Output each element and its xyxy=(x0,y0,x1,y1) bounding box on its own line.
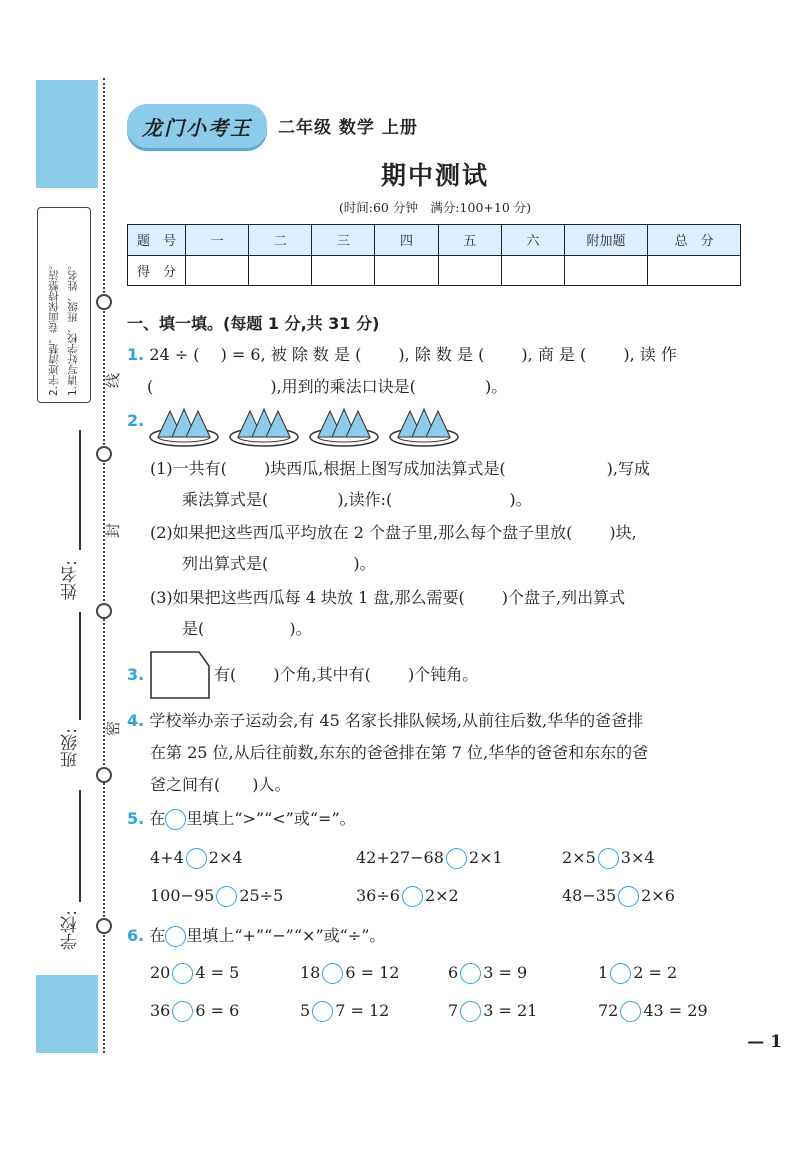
question-number: 1. xyxy=(127,345,145,364)
expr-left: 4+4 xyxy=(150,848,184,867)
section-heading: 一、填一填。(每题 1 分,共 31 分) xyxy=(127,314,380,333)
score-header-cell: 总 分 xyxy=(648,225,741,256)
question-5 xyxy=(127,809,356,830)
question-6 xyxy=(127,926,385,947)
expr-right: 25÷5 xyxy=(239,886,284,905)
answer-circle[interactable] xyxy=(186,848,207,869)
score-table xyxy=(127,224,741,286)
answer-circle[interactable] xyxy=(598,848,619,869)
question-3-text: 有( )个角,其中有( )个钝角。 xyxy=(214,665,479,684)
score-cell[interactable] xyxy=(648,255,741,286)
operator-item xyxy=(598,1001,708,1022)
question-6-prompt-rest: 里填上“+”“−”“×”或“÷”。 xyxy=(186,926,386,945)
operator-item xyxy=(448,1001,537,1022)
operator-item xyxy=(300,963,399,984)
expr-left: 72 xyxy=(598,1001,619,1020)
compare-item xyxy=(356,848,503,869)
question-2-part-1: (1)一共有( )块西瓜,根据上图写成加法算式是( ),写成 xyxy=(150,459,650,478)
plate-icon xyxy=(230,409,298,446)
school-label: 学校: xyxy=(61,910,81,950)
question-2-part-3-cont: 是( )。 xyxy=(182,619,312,638)
answer-circle[interactable] xyxy=(618,886,639,907)
question-1 xyxy=(127,345,677,365)
answer-circle[interactable] xyxy=(322,963,343,984)
binding-hole xyxy=(96,603,112,619)
compare-item xyxy=(150,848,243,869)
instruction-line-1: 1.请写好学校、班级、姓名。 xyxy=(67,259,79,396)
answer-circle[interactable] xyxy=(402,886,423,907)
class-field-line[interactable] xyxy=(79,612,81,720)
binding-hole xyxy=(96,918,112,934)
score-header-cell: 三 xyxy=(312,225,375,256)
time-info: (时间:60 分钟 满分:100+10 分) xyxy=(338,200,532,215)
score-row-label: 得 分 xyxy=(128,255,186,286)
question-4-line-1: 学校举办亲子运动会,有 45 名家长排队候场,从前往后数,华华的爸爸排 xyxy=(149,711,644,730)
watermelon-plates-illustration xyxy=(148,403,468,449)
expr-left: 100−95 xyxy=(150,886,215,905)
score-header-cell: 六 xyxy=(501,225,564,256)
score-table-header-row xyxy=(128,225,741,256)
page-number: — 1 xyxy=(747,1032,782,1052)
score-cell[interactable] xyxy=(312,255,375,286)
binding-dotted-line xyxy=(103,78,105,1053)
compare-item xyxy=(150,886,283,907)
binding-hole xyxy=(96,767,112,783)
compare-item xyxy=(356,886,459,907)
expr-left: 36 xyxy=(150,1001,171,1020)
expr-right: 7 = 12 xyxy=(335,1001,390,1020)
school-field-line[interactable] xyxy=(79,790,81,902)
expr-right: 3×4 xyxy=(620,848,655,867)
expr-left: 42+27−68 xyxy=(356,848,444,867)
operator-item xyxy=(150,1001,239,1022)
question-2-part-1-cont: 乘法算式是( ),读作:( )。 xyxy=(182,490,532,509)
expr-right: 2×2 xyxy=(424,886,459,905)
expr-right: 6 = 6 xyxy=(195,1001,240,1020)
question-5-prompt-rest: 里填上“>”“<”或“=”。 xyxy=(186,809,356,828)
expr-left: 7 xyxy=(448,1001,459,1020)
class-label: 班级: xyxy=(61,728,81,768)
seal-mark-mi: 密 xyxy=(104,720,123,737)
score-cell[interactable] xyxy=(438,255,501,286)
operator-item xyxy=(448,963,527,984)
expr-right: 43 = 29 xyxy=(643,1001,708,1020)
expr-right: 3 = 21 xyxy=(483,1001,538,1020)
expr-left: 2×5 xyxy=(562,848,596,867)
seal-mark-feng: 封 xyxy=(104,522,123,539)
question-2-part-2: (2)如果把这些西瓜平均放在 2 个盘子里,那么每个盘子里放( )块, xyxy=(150,523,637,542)
score-header-cell: 题 号 xyxy=(128,225,186,256)
pentagon-shape-icon xyxy=(149,650,211,700)
question-2 xyxy=(127,411,144,431)
series-logo: 龙门小考王 xyxy=(127,104,267,148)
question-number: 3. xyxy=(127,665,145,684)
score-header-cell: 附加题 xyxy=(565,225,648,256)
instructions-box xyxy=(37,207,91,403)
expr-right: 2×1 xyxy=(468,848,503,867)
score-cell[interactable] xyxy=(375,255,438,286)
operator-item xyxy=(300,1001,389,1022)
expr-left: 5 xyxy=(300,1001,311,1020)
answer-circle-icon xyxy=(165,809,186,830)
expr-left: 20 xyxy=(150,963,171,982)
answer-circle[interactable] xyxy=(446,848,467,869)
expr-left: 36÷6 xyxy=(356,886,400,905)
expr-left: 18 xyxy=(300,963,321,982)
score-header-cell: 一 xyxy=(186,225,249,256)
expr-right: 3 = 9 xyxy=(483,963,528,982)
score-header-cell: 四 xyxy=(375,225,438,256)
expr-left: 6 xyxy=(448,963,459,982)
question-number: 5. xyxy=(127,809,145,828)
question-number: 4. xyxy=(127,711,145,730)
name-field-line[interactable] xyxy=(79,430,81,550)
question-4 xyxy=(127,711,643,731)
expr-right: 2×6 xyxy=(641,886,675,905)
answer-circle[interactable] xyxy=(460,963,481,984)
question-6-prompt: 在 xyxy=(149,926,166,945)
question-number: 6. xyxy=(127,926,145,945)
question-1-line-2: ( ),用到的乘法口诀是( )。 xyxy=(147,377,508,396)
compare-item xyxy=(562,848,655,869)
expr-left: 48−35 xyxy=(562,886,617,905)
score-table-score-row xyxy=(128,255,741,286)
answer-circle[interactable] xyxy=(610,963,631,984)
score-cell[interactable] xyxy=(249,255,312,286)
subject-label: 二年级 数学 上册 xyxy=(278,118,418,138)
plate-icon xyxy=(390,409,458,446)
answer-circle[interactable] xyxy=(172,963,193,984)
compare-item xyxy=(562,886,675,907)
answer-circle[interactable] xyxy=(460,1001,481,1022)
plate-icon xyxy=(310,409,378,446)
score-cell[interactable] xyxy=(186,255,249,286)
score-header-cell: 二 xyxy=(249,225,312,256)
answer-circle-icon xyxy=(165,926,186,947)
page-title: 期中测试 xyxy=(380,161,489,190)
seal-mark-xian: 线 xyxy=(104,372,123,389)
expr-right: 6 = 12 xyxy=(345,963,400,982)
answer-circle[interactable] xyxy=(216,886,237,907)
name-label: 姓名: xyxy=(61,560,81,600)
question-5-prompt: 在 xyxy=(149,809,166,828)
operator-item xyxy=(598,963,677,984)
score-cell[interactable] xyxy=(501,255,564,286)
expr-right: 2 = 2 xyxy=(633,963,678,982)
operator-item xyxy=(150,963,239,984)
question-4-line-3: 爸之间有( )人。 xyxy=(150,775,291,794)
question-number: 2. xyxy=(127,411,145,430)
question-2-part-2-cont: 列出算式是( )。 xyxy=(182,554,376,573)
question-4-line-2: 在第 25 位,从后往前数,东东的爸爸排在第 7 位,华华的爸爸和东东的爸 xyxy=(150,743,649,762)
score-cell[interactable] xyxy=(565,255,648,286)
expr-right: 2×4 xyxy=(208,848,243,867)
plate-icon xyxy=(150,409,218,446)
answer-circle[interactable] xyxy=(312,1001,333,1022)
question-3-number xyxy=(127,665,144,685)
answer-circle[interactable] xyxy=(172,1001,193,1022)
score-header-cell: 五 xyxy=(438,225,501,256)
instruction-line-2: 2.字迹清楚，卷面保持整洁。 xyxy=(48,259,60,396)
question-1-line-1: 24 ÷ ( ) = 6, 被 除 数 是 ( ), 除 数 是 ( ), 商 是 ( ), 读 作 xyxy=(149,345,677,364)
binding-hole xyxy=(96,294,112,310)
binding-hole xyxy=(96,446,112,462)
margin-decoration-bottom xyxy=(36,975,98,1053)
expr-left: 1 xyxy=(598,963,609,982)
answer-circle[interactable] xyxy=(620,1001,641,1022)
question-2-part-3: (3)如果把这些西瓜每 4 块放 1 盘,那么需要( )个盘子,列出算式 xyxy=(150,588,626,607)
expr-right: 4 = 5 xyxy=(195,963,240,982)
